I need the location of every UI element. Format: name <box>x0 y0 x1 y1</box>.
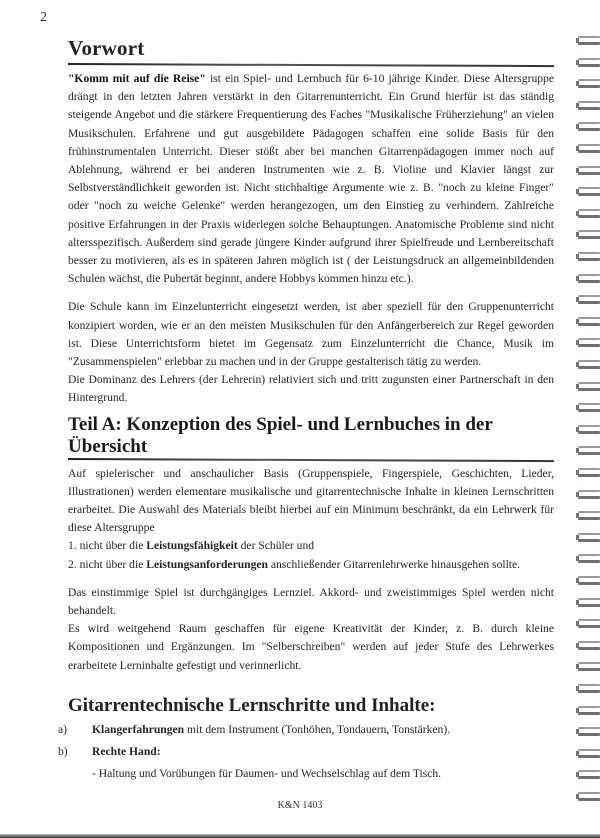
spiral-coil-icon <box>576 274 600 283</box>
spiral-coil-icon <box>576 749 600 758</box>
footer-catalog-number: K&N 1403 <box>277 800 323 811</box>
spiral-coil-icon <box>576 727 600 736</box>
list-suffix: der Schüler und <box>237 539 315 553</box>
vorwort-paragraph-1-text: ist ein Spiel- und Lernbuch für 6-10 jährige Kinder. Diese Altersgruppe drängt in den letzten Jahren verstärkt in den Gitarrenunterricht. Ein Grund hierfür ist das ständig steigende Angebot und die stärkere Frequentierung des Faches "Musikalische Früherziehung" an vielen Musikschulen. Erfahrene und gut ausgebildete Pädagogen schaffen eine solide Basis für den frühinstrumentalen Unterricht. Dieser stößt aber bei manchen Gitarrenpädagogen immer noch auf Ablehnung, während er bei anderen Instrumenten wie z. B. Violine und Klavier längst zur Selbstverständlichkeit geworden ist. Nicht stichhaltige Argumente wie z. B. "noch zu kleine Finger" oder "noch zu weiche Gelenke" werden herangezogen, um den Einstieg zu verhindern. Zahlreiche positive Erfahrungen in der Praxis widerlegen solche Behauptungen. Anatomische Probleme sind nicht altersspezifisch. Außerdem sind gerade jüngere Kinder aufgrund ihrer Spielfreude und Lernbereitschaft besser zu motivieren, als es in späteren Jahren möglich ist ( der Leistungsdruck an allgemeinbildenden Schulen wächst, die Pubertät beginnt, andere Hobbys kommen hinzu etc.). <box>68 72 555 286</box>
spiral-coil-icon <box>576 468 600 477</box>
spiral-binding <box>572 36 600 836</box>
spiral-coil-icon <box>576 684 600 693</box>
spiral-coil-icon <box>576 122 600 131</box>
teil-a-list-item-1 <box>68 537 554 555</box>
teil-a-paragraph-2: Das einstimmige Spiel ist durchgängiges Lernziel. Akkord- und zweistimmiges Spiel werden nicht behandelt. <box>68 585 554 618</box>
spiral-coil-icon <box>576 209 600 218</box>
heading-vorwort: Vorwort <box>68 36 145 60</box>
spiral-coil-icon <box>576 252 600 261</box>
heading-teil-a: Teil A: Konzeption des Spiel- und Lernbuches in der Übersicht <box>68 413 493 457</box>
teil-a-paragraph-1: Auf spielerischer und anschaulicher Basis (Gruppenspiele, Fingerspiele, Geschichten, Lieder, Illustrationen) werden elementare musikalische und gitarrentechnische Inhalte in kleinen Lernschritten erarbeitet. Die Auswahl des Materials bleibt hierbei auf ein Minimum beschränkt, da ein Lehrwerk für diese Altersgruppe <box>68 466 554 535</box>
spiral-coil-icon <box>576 770 600 779</box>
lernschritt-item-b <box>58 743 554 761</box>
spiral-coil-icon <box>576 166 600 175</box>
spiral-coil-icon <box>576 79 600 88</box>
spiral-coil-icon <box>576 533 600 542</box>
spiral-coil-icon <box>576 382 600 391</box>
heading-lernschritte: Gitarrentechnische Lernschritte und Inhalte: <box>68 694 436 716</box>
spiral-coil-icon <box>576 101 600 110</box>
page-number: 2 <box>40 10 47 25</box>
spiral-coil-icon <box>576 446 600 455</box>
list-prefix: 1. nicht über die <box>68 539 147 553</box>
spiral-coil-icon <box>576 187 600 196</box>
item-body <box>92 743 161 761</box>
vorwort-paragraph-2: Die Schule kann im Einzelunterricht eingesetzt werden, ist aber speziell für den Gruppenunterricht konzipiert worden, wie er an den meisten Musikschulen für den Anfängerbereich zur Regel geworden ist. Diese Unterrichtsform bietet im Gegensatz zum Einzelunterricht die Chance, Musik im "Zusammenspielen" erlebbar zu machen und in der Gruppe gestalterisch tätig zu werden. <box>68 300 554 369</box>
spiral-coil-icon <box>576 662 600 671</box>
spiral-coil-icon <box>576 576 600 585</box>
spiral-coil-icon <box>576 338 600 347</box>
spiral-coil-icon <box>576 144 600 153</box>
vorwort-paragraph-1 <box>68 70 554 288</box>
spiral-coil-icon <box>576 58 600 67</box>
item-label: a) <box>58 722 68 736</box>
spiral-coil-icon <box>576 230 600 239</box>
list-bold: Leistungsanforderungen <box>146 557 269 571</box>
item-bold: Rechte Hand: <box>92 744 161 758</box>
spiral-coil-icon <box>576 403 600 412</box>
item-body <box>92 721 450 739</box>
teil-a-list-item-2 <box>68 556 554 574</box>
item-bold: Klangerfahrungen <box>92 722 185 736</box>
spiral-coil-icon <box>576 36 600 45</box>
spiral-coil-icon <box>576 706 600 715</box>
spiral-coil-icon <box>576 619 600 628</box>
spiral-coil-icon <box>576 792 600 801</box>
spiral-coil-icon <box>576 598 600 607</box>
spiral-coil-icon <box>576 425 600 434</box>
spiral-coil-icon <box>576 641 600 650</box>
heading-rule <box>68 458 554 462</box>
spiral-coil-icon <box>576 554 600 563</box>
teil-a-paragraph-3: Es wird weitgehend Raum geschaffen für eigene Kreativität der Kinder, z. B. durch kleine Kompositionen und Ergänzungen. Im "Selberschreiben" werden auf jeder Stufe des Lehrwerkes erarbeitete Lerninhalte gefestigt und verinnerlicht. <box>68 622 554 672</box>
item-text: mit dem Instrument (Tonhöhen, Tondauern, Tonstärken). <box>184 722 451 736</box>
lernschritt-item-a <box>58 721 554 739</box>
heading-rule <box>68 63 554 67</box>
page-content <box>58 36 555 783</box>
book-title-quote: "Komm mit auf die Reise" <box>68 72 206 85</box>
item-label: b) <box>58 744 68 758</box>
page-bottom-edge <box>0 834 600 838</box>
vorwort-paragraph-3: Die Dominanz des Lehrers (der Lehrerin) relativiert sich und tritt zugunsten einer Partnerschaft in den Hintergrund. <box>68 373 554 405</box>
spiral-coil-icon <box>576 490 600 499</box>
lernschritt-sub-item: - Haltung und Vorübungen für Daumen- und Wechselschlag auf dem Tisch. <box>92 766 442 780</box>
list-prefix: 2. nicht über die <box>68 557 147 571</box>
list-bold: Leistungsfähigkeit <box>146 539 238 553</box>
spiral-coil-icon <box>576 360 600 369</box>
spiral-coil-icon <box>576 511 600 520</box>
spiral-coil-icon <box>576 317 600 326</box>
spiral-coil-icon <box>576 295 600 304</box>
list-suffix: anschließender Gitarrenlehrwerke hinausgehen sollte. <box>268 557 521 571</box>
